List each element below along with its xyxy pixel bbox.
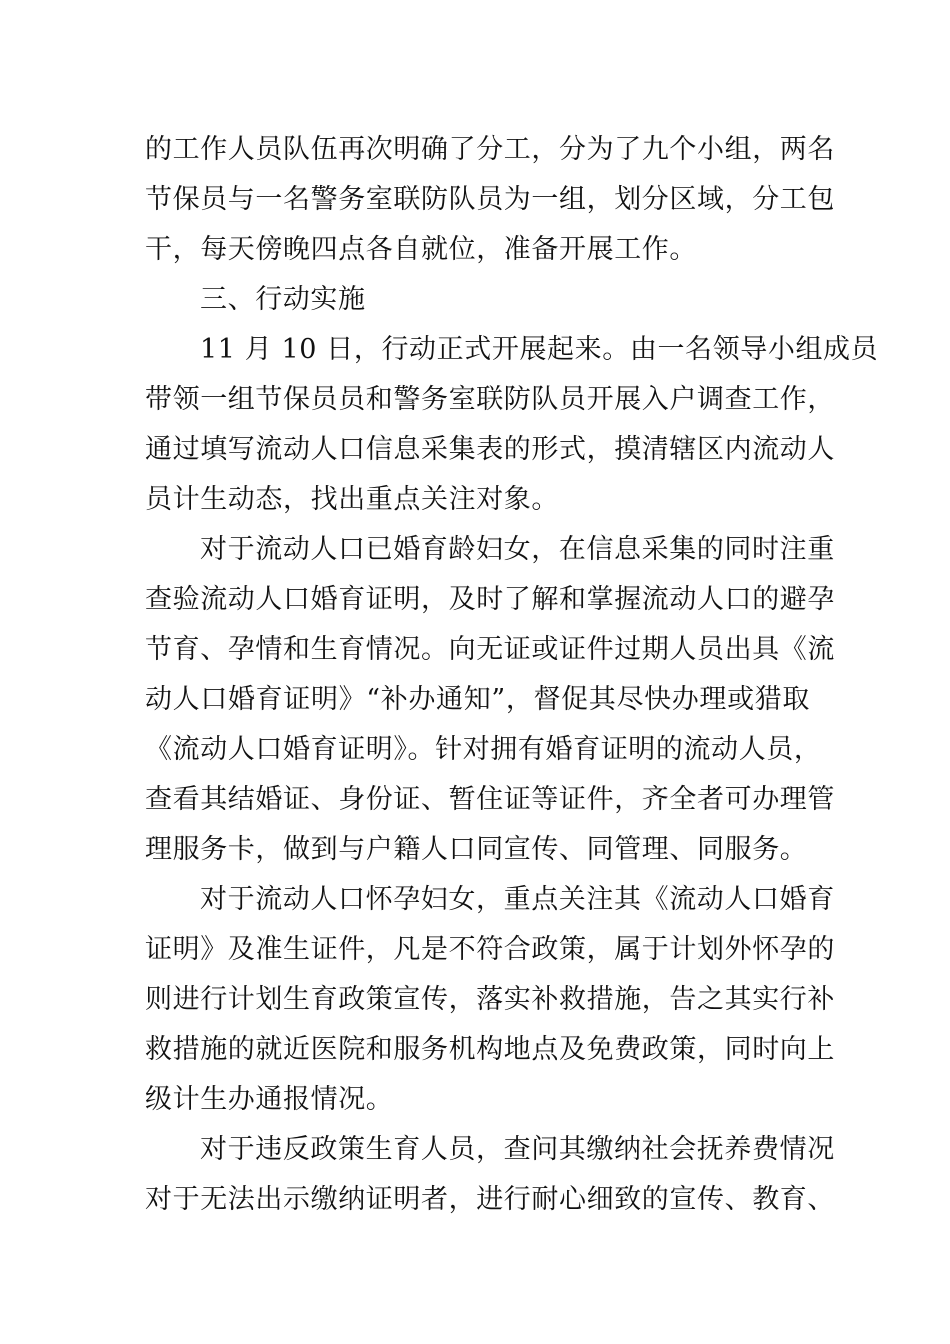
text-line: 干，每天傍晚四点各自就位，准备开展工作。 <box>145 234 697 265</box>
text-line: 节育、孕情和生育情况。向无证或证件过期人员出具《流 <box>145 634 835 665</box>
text-line: 带领一组节保员员和警务室联防队员开展入户调查工作， <box>145 384 835 415</box>
text-line: 查看其结婚证、身份证、暂住证等证件，齐全者可办理管 <box>145 784 835 815</box>
text-line: 理服务卡，做到与户籍人口同宣传、同管理、同服务。 <box>145 834 808 865</box>
section-heading: 三、行动实施 <box>200 284 366 315</box>
text-line: 节保员与一名警务室联防队员为一组，划分区域，分工包 <box>145 184 835 215</box>
text-line: 《流动人口婚育证明》。针对拥有婚育证明的流动人员， <box>145 734 822 765</box>
text-line: 级计生办通报情况。 <box>145 1084 394 1115</box>
text-line: 查验流动人口婚育证明，及时了解和掌握流动人口的避孕 <box>145 584 835 615</box>
text-line: 对于流动人口已婚育龄妇女，在信息采集的同时注重 <box>200 534 835 565</box>
text-line: 11 月 10 日，行动正式开展起来。由一名领导小组成员 <box>200 334 879 365</box>
text-line: 的工作人员队伍再次明确了分工，分为了九个小组，两名 <box>145 134 835 165</box>
text-line: 对于违反政策生育人员，查问其缴纳社会抚养费情况 <box>200 1134 835 1165</box>
text-line: 通过填写流动人口信息采集表的形式，摸清辖区内流动人 <box>145 434 835 465</box>
text-line: 对于流动人口怀孕妇女，重点关注其《流动人口婚育 <box>200 884 835 915</box>
text-line: 动人口婚育证明》“补办通知”，督促其尽快办理或猎取 <box>145 684 810 715</box>
text-line: 救措施的就近医院和服务机构地点及免费政策，同时向上 <box>145 1034 835 1065</box>
text-line: 员计生动态，找出重点关注对象。 <box>145 484 559 515</box>
text-line: 证明》及准生证件，凡是不符合政策，属于计划外怀孕的 <box>145 934 835 965</box>
text-line: 则进行计划生育政策宣传，落实补救措施，告之其实行补 <box>145 984 835 1015</box>
text-line: 对于无法出示缴纳证明者，进行耐心细致的宣传、教育、 <box>145 1184 835 1215</box>
